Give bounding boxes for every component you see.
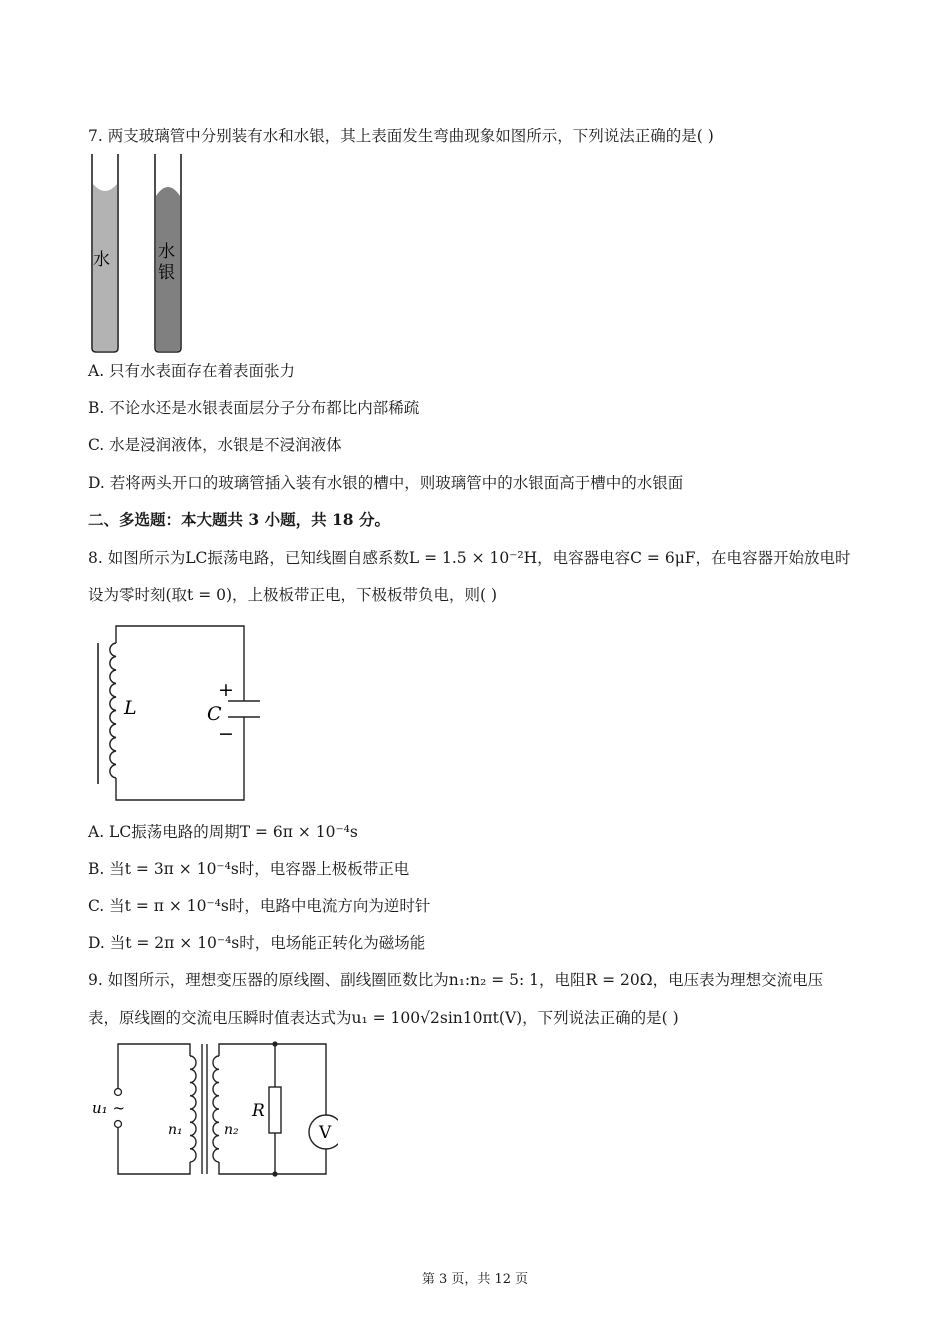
- inductor-label: L: [124, 697, 137, 719]
- capacitor-label: C: [207, 703, 222, 725]
- q9-stem-line2: 表，原线圈的交流电压瞬时值表达式为u₁ = 100√2sin10πt(V)，下列说法正确的是( ): [88, 1009, 679, 1027]
- junction-top: [272, 1041, 277, 1046]
- primary-coil: [190, 1056, 196, 1162]
- q7-option-d: D. 若将两头开口的玻璃管插入装有水银的槽中，则玻璃管中的水银面高于槽中的水银面: [88, 474, 684, 492]
- q8-option-a: A. LC振荡电路的周期T = 6π × 10⁻⁴s: [88, 823, 358, 841]
- q7-stem: 7. 两支玻璃管中分别装有水和水银，其上表面发生弯曲现象如图所示，下列说法正确的是( ): [88, 127, 714, 145]
- q7-option-a: A. 只有水表面存在着表面张力: [88, 362, 296, 380]
- q7-tubes-figure: [88, 154, 188, 354]
- q8-option-b: B. 当t = 3π × 10⁻⁴s时，电容器上极板带正电: [88, 860, 410, 878]
- inductor-coil: [110, 643, 116, 778]
- resistor: [269, 1087, 281, 1133]
- secondary-turns-label: n₂: [224, 1122, 239, 1138]
- mercury-label-1: 水: [158, 242, 175, 262]
- minus-sign: −: [218, 723, 234, 745]
- q8-stem-line2: 设为零时刻(取t = 0)，上极板带正电，下极板带负电，则( ): [88, 586, 498, 604]
- q7-option-c: C. 水是浸润液体，水银是不浸润液体: [88, 436, 342, 454]
- q8-option-c: C. 当t = π × 10⁻⁴s时，电路中电流方向为逆时针: [88, 897, 431, 915]
- terminal-bottom: [115, 1121, 122, 1128]
- primary-turns-label: n₁: [168, 1122, 183, 1138]
- q9-stem-line1: 9. 如图所示，理想变压器的原线圈、副线圈匝数比为n₁:n₂ = 5: 1，电阻R = 20Ω，电压表为理想交流电压: [88, 971, 824, 989]
- section-heading: 二、多选题：本大题共 3 小题，共 18 分。: [88, 510, 390, 529]
- q7-option-b: B. 不论水还是水银表面层分子分布都比内部稀疏: [88, 399, 420, 417]
- voltmeter-label: V: [319, 1123, 332, 1143]
- page-footer: 第 3 页，共 12 页: [421, 1272, 529, 1287]
- terminal-top: [115, 1089, 122, 1096]
- mercury-label-2: 银: [158, 263, 175, 283]
- resistor-label: R: [252, 1101, 265, 1121]
- source-label: u₁ ~: [92, 1099, 126, 1117]
- plus-sign: +: [218, 679, 234, 701]
- q8-stem-line1: 8. 如图所示为LC振荡电路，已知线圈自感系数L = 1.5 × 10⁻²H，电容器电容C = 6μF，在电容器开始放电时: [88, 549, 851, 567]
- secondary-coil: [213, 1056, 219, 1162]
- water-label: 水: [93, 250, 110, 270]
- junction-bottom: [272, 1171, 277, 1176]
- q8-option-d: D. 当t = 2π × 10⁻⁴s时，电场能正转化为磁场能: [88, 934, 426, 952]
- q9-transformer-figure: [88, 1036, 338, 1186]
- q8-lc-circuit-figure: [90, 618, 270, 808]
